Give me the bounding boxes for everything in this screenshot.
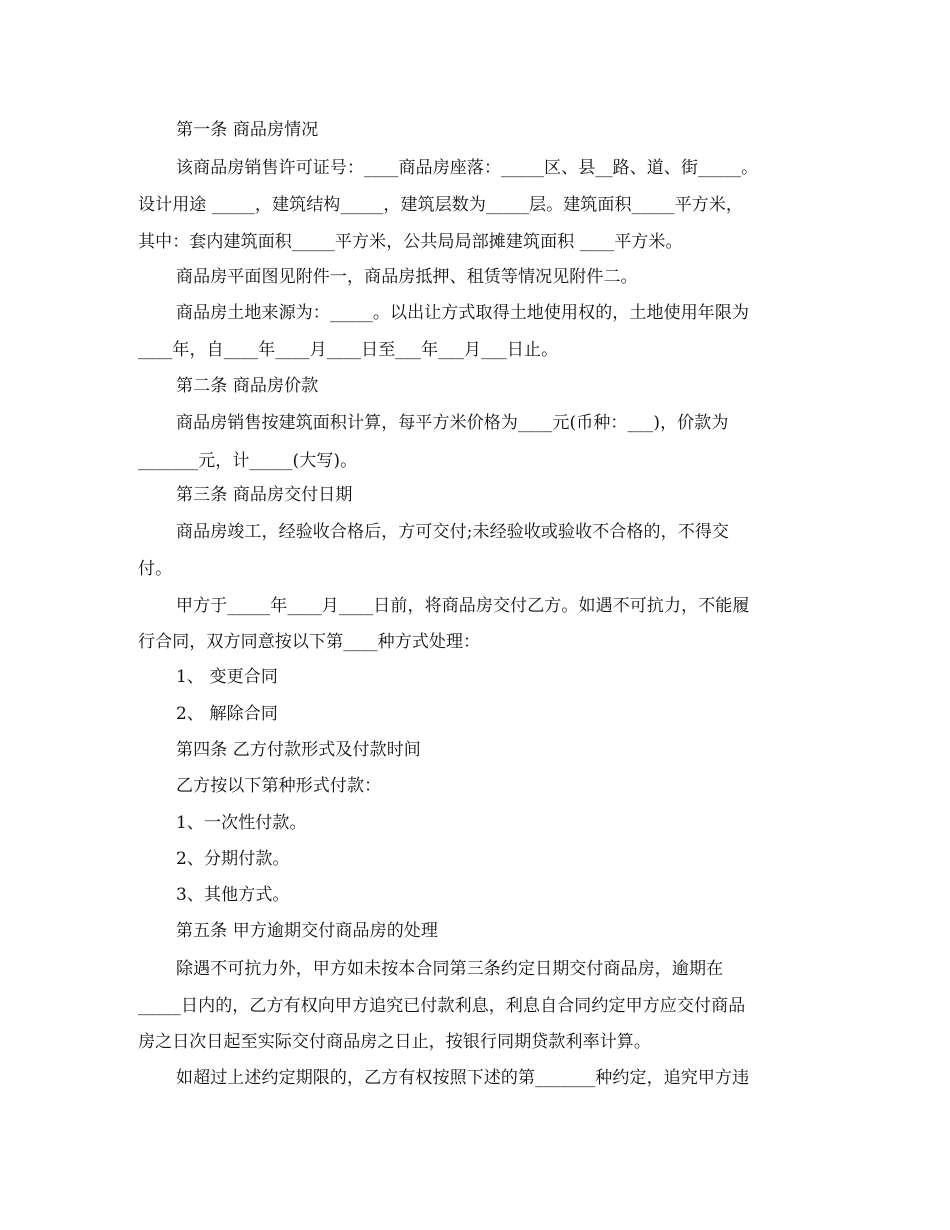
list-item: 2、分期付款。 xyxy=(176,849,290,869)
article-5-heading: 第五条 甲方逾期交付商品房的处理 xyxy=(176,921,439,941)
article-3-heading: 第三条 商品房交付日期 xyxy=(176,485,353,505)
paragraph-line: 商品房土地来源为：_____。以出让方式取得土地使用权的，土地使用年限为 xyxy=(176,303,750,323)
article-4-heading: 第四条 乙方付款形式及付款时间 xyxy=(176,740,421,760)
paragraph-line: 甲方于_____年____月____日前，将商品房交付乙方。如遇不可抗力，不能履 xyxy=(176,596,750,616)
paragraph-line: 商品房平面图见附件一，商品房抵押、租赁等情况见附件二。 xyxy=(176,267,638,287)
paragraph-line: 其中：套内建筑面积_____平方米，公共局局部摊建筑面积 ____平方米。 xyxy=(138,232,683,252)
list-item: 2、 解除合同 xyxy=(176,704,278,724)
paragraph-line: 行合同，双方同意按以下第____种方式处理： xyxy=(138,632,481,652)
paragraph-line: 乙方按以下第种形式付款： xyxy=(176,776,382,796)
article-1-heading: 第一条 商品房情况 xyxy=(176,120,319,140)
paragraph-line: 商品房竣工，经验收合格后，方可交付;未经验收或验收不合格的，不得交 xyxy=(176,522,730,542)
paragraph-line: 该商品房销售许可证号：____商品房座落：_____区、县__路、道、街_____。 xyxy=(176,158,759,178)
list-item: 3、其他方式。 xyxy=(176,885,290,905)
paragraph-line: _____日内的，乙方有权向甲方追究已付款利息，利息自合同约定甲方应交付商品 xyxy=(138,996,746,1016)
paragraph-line: ____年，自____年____月____日至___年___月___日止。 xyxy=(138,340,559,360)
paragraph-line: 付。 xyxy=(138,559,173,579)
paragraph-line: 如超过上述约定期限的，乙方有权按照下述的第_______种约定，追究甲方违 xyxy=(176,1068,750,1088)
paragraph-line: 除遇不可抗力外，甲方如未按本合同第三条约定日期交付商品房，逾期在 xyxy=(176,959,724,979)
list-item: 1、 变更合同 xyxy=(176,667,278,687)
paragraph-line: 商品房销售按建筑面积计算，每平方米价格为____元(币种：___)，价款为 xyxy=(176,413,729,433)
paragraph-line: _______元，计_____(大写)。 xyxy=(138,451,358,471)
list-item: 1、一次性付款。 xyxy=(176,813,307,833)
article-2-heading: 第二条 商品房价款 xyxy=(176,376,319,396)
paragraph-line: 房之日次日起至实际交付商品房之日止，按银行同期贷款利率计算。 xyxy=(138,1032,651,1052)
paragraph-line: 设计用途 _____，建筑结构_____，建筑层数为_____层。建筑面积_____平方米， xyxy=(138,195,744,215)
